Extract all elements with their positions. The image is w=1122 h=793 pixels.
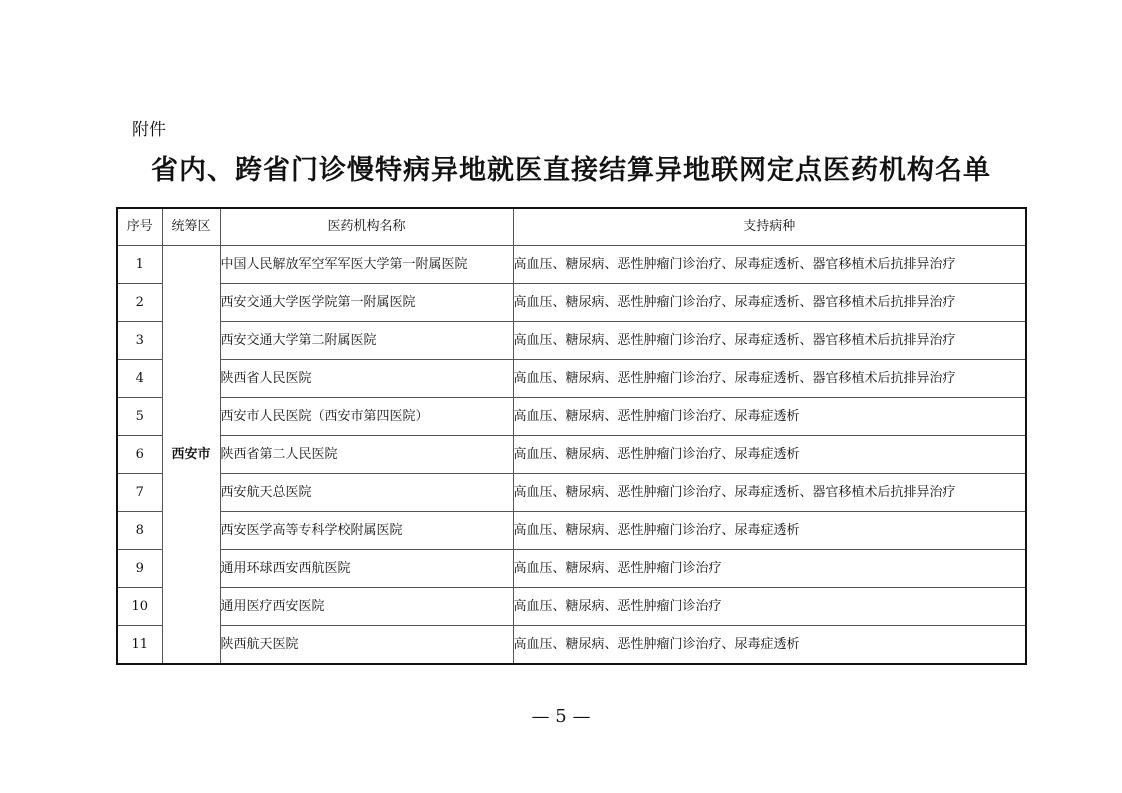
table-row <box>117 284 1026 322</box>
header-serial-number: 序号 <box>117 208 162 246</box>
table-row <box>117 474 1026 512</box>
supported-diseases: 高血压、糖尿病、恶性肿瘤门诊治疗、尿毒症透析、器官移植术后抗排异治疗 <box>513 322 1026 360</box>
institution-table <box>116 207 1027 665</box>
institution-name: 西安交通大学医学院第一附属医院 <box>220 284 513 322</box>
attachment-label: 附件 <box>132 120 166 140</box>
table-header-row <box>117 208 1026 246</box>
row-number: 3 <box>117 322 162 360</box>
supported-diseases: 高血压、糖尿病、恶性肿瘤门诊治疗、尿毒症透析、器官移植术后抗排异治疗 <box>513 474 1026 512</box>
table-row <box>117 322 1026 360</box>
table-row <box>117 436 1026 474</box>
header-coordination-area: 统筹区 <box>162 208 220 246</box>
institution-name: 陕西省第二人民医院 <box>220 436 513 474</box>
institution-name: 陕西省人民医院 <box>220 360 513 398</box>
supported-diseases: 高血压、糖尿病、恶性肿瘤门诊治疗、尿毒症透析 <box>513 626 1026 665</box>
supported-diseases: 高血压、糖尿病、恶性肿瘤门诊治疗、尿毒症透析 <box>513 512 1026 550</box>
row-number: 5 <box>117 398 162 436</box>
supported-diseases: 高血压、糖尿病、恶性肿瘤门诊治疗、尿毒症透析、器官移植术后抗排异治疗 <box>513 284 1026 322</box>
supported-diseases: 高血压、糖尿病、恶性肿瘤门诊治疗 <box>513 588 1026 626</box>
institution-name: 西安医学高等专科学校附属医院 <box>220 512 513 550</box>
supported-diseases: 高血压、糖尿病、恶性肿瘤门诊治疗、尿毒症透析、器官移植术后抗排异治疗 <box>513 360 1026 398</box>
table-row <box>117 246 1026 284</box>
row-number: 7 <box>117 474 162 512</box>
document-title: 省内、跨省门诊慢特病异地就医直接结算异地联网定点医药机构名单 <box>151 155 991 186</box>
table-row <box>117 360 1026 398</box>
row-number: 11 <box>117 626 162 665</box>
header-institution-name: 医药机构名称 <box>220 208 513 246</box>
table-row <box>117 512 1026 550</box>
institution-name: 通用环球西安西航医院 <box>220 550 513 588</box>
row-number: 1 <box>117 246 162 284</box>
table-row <box>117 626 1026 665</box>
institution-name: 通用医疗西安医院 <box>220 588 513 626</box>
region-cell: 西安市 <box>162 246 220 665</box>
row-number: 9 <box>117 550 162 588</box>
supported-diseases: 高血压、糖尿病、恶性肿瘤门诊治疗、尿毒症透析 <box>513 398 1026 436</box>
institution-name: 西安市人民医院（西安市第四医院） <box>220 398 513 436</box>
row-number: 10 <box>117 588 162 626</box>
row-number: 6 <box>117 436 162 474</box>
table-row <box>117 588 1026 626</box>
header-supported-diseases: 支持病种 <box>513 208 1026 246</box>
institution-name: 陕西航天医院 <box>220 626 513 665</box>
row-number: 2 <box>117 284 162 322</box>
row-number: 8 <box>117 512 162 550</box>
institution-name: 中国人民解放军空军军医大学第一附属医院 <box>220 246 513 284</box>
institution-name: 西安交通大学第二附属医院 <box>220 322 513 360</box>
supported-diseases: 高血压、糖尿病、恶性肿瘤门诊治疗、尿毒症透析、器官移植术后抗排异治疗 <box>513 246 1026 284</box>
page-number: — 5 — <box>531 706 591 727</box>
supported-diseases: 高血压、糖尿病、恶性肿瘤门诊治疗 <box>513 550 1026 588</box>
table-row <box>117 398 1026 436</box>
row-number: 4 <box>117 360 162 398</box>
table-row <box>117 550 1026 588</box>
supported-diseases: 高血压、糖尿病、恶性肿瘤门诊治疗、尿毒症透析 <box>513 436 1026 474</box>
institution-name: 西安航天总医院 <box>220 474 513 512</box>
